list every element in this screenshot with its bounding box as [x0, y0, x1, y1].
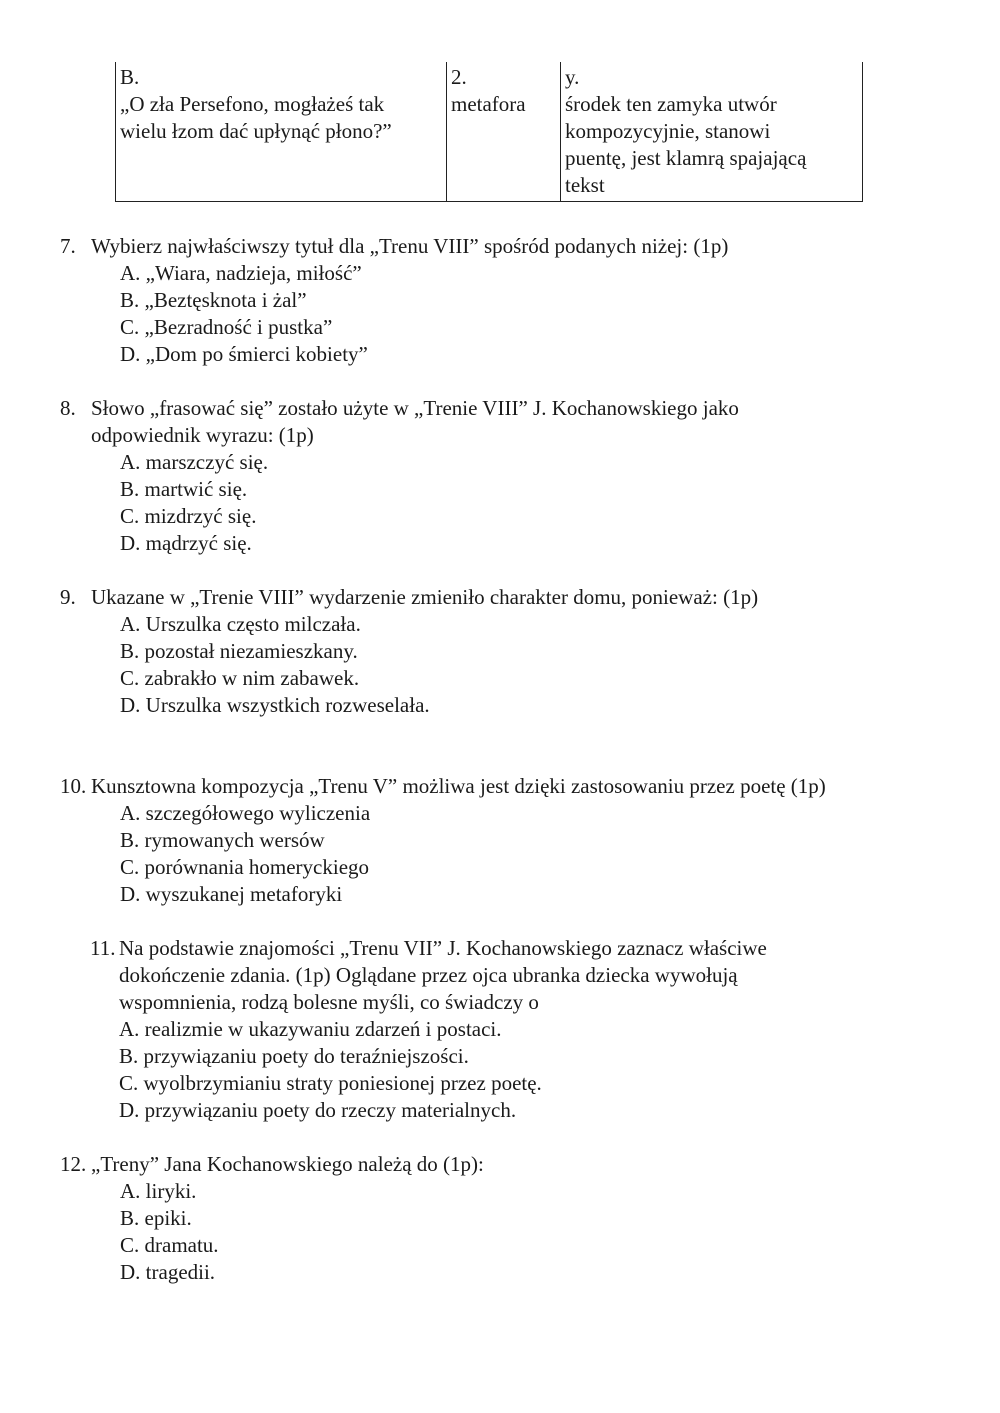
answer-option[interactable]: D. wyszukanej metaforyki	[120, 882, 343, 906]
answer-option[interactable]: C. zabrakło w nim zabawek.	[120, 666, 360, 690]
answer-option[interactable]: A. Urszulka często milczała.	[120, 612, 361, 636]
question-12	[60, 1151, 960, 1286]
question-7	[60, 233, 960, 368]
stem-line: „Treny” Jana Kochanowskiego należą do (1p):	[91, 1152, 484, 1176]
answer-option[interactable]: B. rymowanych wersów	[120, 828, 325, 852]
answer-option[interactable]: C. „Bezradność i pustka”	[120, 315, 333, 339]
question-number: 7.	[60, 234, 76, 258]
answer-option[interactable]: A. marszczyć się.	[120, 450, 269, 474]
stem-line: odpowiednik wyrazu: (1p)	[91, 423, 314, 447]
cell-line: y.	[565, 65, 580, 89]
question-stem	[60, 1151, 960, 1178]
answer-option[interactable]: A. szczegółowego wyliczenia	[120, 801, 371, 825]
question-number: 10.	[60, 774, 87, 798]
answer-option[interactable]: C. wyolbrzymianiu straty poniesionej przez poetę.	[119, 1071, 542, 1095]
answer-option[interactable]: D. mądrzyć się.	[120, 531, 252, 555]
cell-line: środek ten zamyka utwór	[565, 92, 777, 116]
question-10	[60, 773, 960, 908]
answer-option[interactable]: B. martwić się.	[120, 477, 248, 501]
answer-options	[120, 260, 960, 368]
answer-option[interactable]: B. przywiązaniu poety do teraźniejszości.	[119, 1044, 469, 1068]
question-stem	[60, 773, 960, 800]
stem-line: Kunsztowna kompozycja „Trenu V” możliwa jest dzięki zastosowaniu przez poetę (1p)	[91, 774, 826, 798]
cell-line: „O zła Persefono, mogłażeś tak	[120, 92, 385, 116]
answer-option[interactable]: C. mizdrzyć się.	[120, 504, 257, 528]
question-11	[90, 935, 990, 1124]
answer-option[interactable]: D. przywiązaniu poety do rzeczy materialnych.	[119, 1098, 517, 1122]
question-stem	[60, 233, 960, 260]
cell-line: kompozycyjnie, stanowi	[565, 119, 771, 143]
matching-table-fragment	[115, 62, 863, 202]
question-8	[60, 395, 960, 557]
question-9	[60, 584, 960, 719]
stem-line: wspomnienia, rodzą bolesne myśli, co świadczy o	[119, 990, 539, 1014]
cell-line: wielu łzom dać upłynąć płono?”	[120, 119, 392, 143]
table-cell-quote	[116, 62, 447, 202]
answer-option[interactable]: A. liryki.	[120, 1179, 197, 1203]
answer-option[interactable]: C. porównania homeryckiego	[120, 855, 370, 879]
stem-line: dokończenie zdania. (1p) Oglądane przez ojca ubranka dziecka wywołują	[119, 963, 738, 987]
question-number: 12.	[60, 1152, 87, 1176]
answer-option[interactable]: D. Urszulka wszystkich rozweselała.	[120, 693, 430, 717]
question-stem	[90, 935, 990, 1016]
question-number: 8.	[60, 396, 76, 420]
cell-line: 2.	[451, 65, 467, 89]
cell-line: B.	[120, 65, 140, 89]
answer-options	[120, 1178, 960, 1286]
answer-options	[119, 1016, 990, 1124]
question-number: 11.	[90, 936, 116, 960]
answer-option[interactable]: B. pozostał niezamieszkany.	[120, 639, 358, 663]
answer-option[interactable]: B. epiki.	[120, 1206, 192, 1230]
answer-option[interactable]: A. „Wiara, nadzieja, miłość”	[120, 261, 362, 285]
answer-option[interactable]: B. „Beztęsknota i żal”	[120, 288, 307, 312]
stem-line: Wybierz najwłaściwszy tytuł dla „Trenu VIII” spośród podanych niżej: (1p)	[91, 234, 729, 258]
stem-line: Słowo „frasować się” zostało użyte w „Trenie VIII” J. Kochanowskiego jako	[91, 396, 739, 420]
question-number: 9.	[60, 585, 76, 609]
answer-options	[120, 449, 960, 557]
answer-option[interactable]: D. „Dom po śmierci kobiety”	[120, 342, 368, 366]
table-cell-device	[447, 62, 561, 202]
question-stem	[60, 584, 960, 611]
answer-option[interactable]: D. tragedii.	[120, 1260, 216, 1284]
cell-line: metafora	[451, 92, 526, 116]
stem-line: Na podstawie znajomości „Trenu VII” J. Kochanowskiego zaznacz właściwe	[119, 936, 767, 960]
table-cell-function	[561, 62, 863, 202]
question-stem	[60, 395, 960, 449]
answer-options	[120, 800, 960, 908]
answer-options	[120, 611, 960, 719]
cell-line: tekst	[565, 173, 605, 197]
answer-option[interactable]: A. realizmie w ukazywaniu zdarzeń i postaci.	[119, 1017, 502, 1041]
cell-line: puentę, jest klamrą spajającą	[565, 146, 807, 170]
answer-option[interactable]: C. dramatu.	[120, 1233, 219, 1257]
stem-line: Ukazane w „Trenie VIII” wydarzenie zmieniło charakter domu, ponieważ: (1p)	[91, 585, 759, 609]
table-row	[116, 62, 863, 202]
